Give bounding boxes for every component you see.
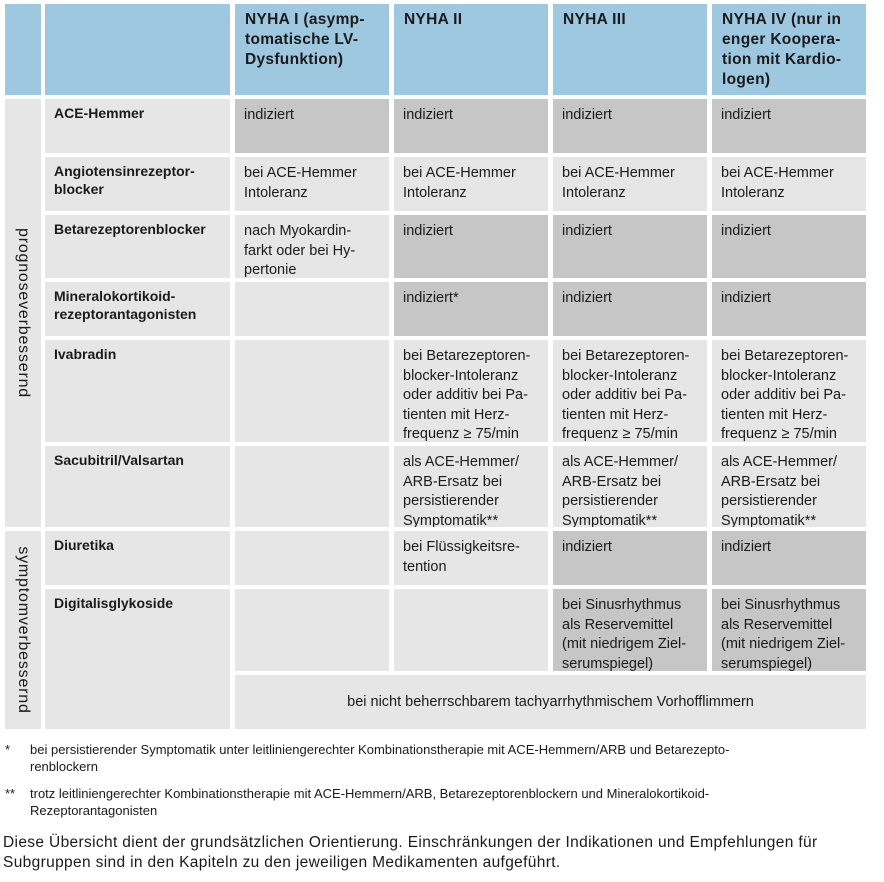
cell: bei Flüssigkeitsre- tention (394, 531, 548, 585)
cell (235, 531, 389, 585)
header-nyha-1: NYHA I (asymp- tomatische LV- Dysfunktion) (235, 4, 389, 95)
cell: als ACE-Hemmer/ ARB-Ersatz bei persistierender Symptomatik** (553, 446, 707, 527)
cell: indiziert (712, 531, 866, 585)
footnote-text: trotz leitliniengerechter Kombinationstherapie mit ACE-Hemmern/ARB, Betarezeptorenblockern und Mineralokortikoid- Rezeptorantagonisten (30, 786, 710, 818)
group-prognostic (5, 99, 41, 527)
cell: bei ACE-Hemmer Intoleranz (235, 157, 389, 211)
cell: bei Betarezeptoren- blocker-Intoleranz oder additiv bei Pa- tienten mit Herz- frequenz ≥ 75/min (394, 340, 548, 442)
footnote-mark: ** (5, 786, 16, 801)
cell: nach Myokardin- farkt oder bei Hy- pertonie (235, 215, 389, 278)
cell: bei ACE-Hemmer Intoleranz (553, 157, 707, 211)
group-symptomatic (5, 531, 41, 729)
cell: bei Sinusrhythmus als Reservemittel (mit niedrigem Ziel- serumspiegel) (712, 589, 866, 671)
row-label: Diuretika (45, 531, 230, 585)
cell: indiziert (712, 282, 866, 336)
cell: indiziert (712, 215, 866, 278)
footnote-text: bei persistierender Symptomatik unter leitliniengerechter Kombinationstherapie mit ACE-Hemmern/ARB und Betarezepto- renblockern (30, 742, 730, 774)
footnote-mark: * (5, 742, 11, 757)
cell: indiziert (553, 282, 707, 336)
row-label: ACE-Hemmer (45, 99, 230, 153)
cell: bei ACE-Hemmer Intoleranz (712, 157, 866, 211)
group-symptomatic-label: symptomverbessernd (14, 546, 32, 714)
cell (235, 446, 389, 527)
header-nyha-4: NYHA IV (nur in enger Koopera- tion mit Kardio- logen) (712, 4, 866, 95)
row-label: Angiotensinrezeptor- blocker (45, 157, 230, 211)
cell: indiziert (553, 531, 707, 585)
header-nyha-2: NYHA II (394, 4, 548, 95)
cell: bei Sinusrhythmus als Reservemittel (mit niedrigem Ziel- serumspiegel) (553, 589, 707, 671)
row-label: Digitalisglykoside (45, 589, 230, 729)
cell: bei Betarezeptoren- blocker-Intoleranz oder additiv bei Pa- tienten mit Herz- frequenz ≥ 75/min (553, 340, 707, 442)
cell: indiziert (553, 215, 707, 278)
row-label: Sacubitril/Valsartan (45, 446, 230, 527)
span-row-cell: bei nicht beherrschbarem tachyarrhythmischem Vorhofflimmern (235, 675, 866, 729)
cell: bei ACE-Hemmer Intoleranz (394, 157, 548, 211)
header-corner-left (5, 4, 41, 95)
cell (394, 589, 548, 671)
cell: als ACE-Hemmer/ ARB-Ersatz bei persistierender Symptomatik** (712, 446, 866, 527)
row-label: Betarezeptorenblocker (45, 215, 230, 278)
cell (235, 589, 389, 671)
cell (235, 282, 389, 336)
cell: bei Betarezeptoren- blocker-Intoleranz oder additiv bei Pa- tienten mit Herz- frequenz ≥ 75/min (712, 340, 866, 442)
header-nyha-3: NYHA III (553, 4, 707, 95)
cell: indiziert (235, 99, 389, 153)
cell: indiziert (394, 99, 548, 153)
cell: indiziert (553, 99, 707, 153)
cell: indiziert (712, 99, 866, 153)
cell: indiziert (394, 215, 548, 278)
group-prognostic-label: prognoseverbessernd (14, 228, 32, 398)
cell: als ACE-Hemmer/ ARB-Ersatz bei persistierender Symptomatik** (394, 446, 548, 527)
row-label: Mineralokortikoid- rezeptorantagonisten (45, 282, 230, 336)
orientation-note: Diese Übersicht dient der grundsätzlichen Orientierung. Einschränkungen der Indikationen und Empfehlungen für Subgruppen sind in den Kapiteln zu den jeweiligen Medikamenten aufgeführt. (3, 834, 818, 871)
cell: indiziert* (394, 282, 548, 336)
header-corner-label (45, 4, 230, 95)
row-label: Ivabradin (45, 340, 230, 442)
cell (235, 340, 389, 442)
